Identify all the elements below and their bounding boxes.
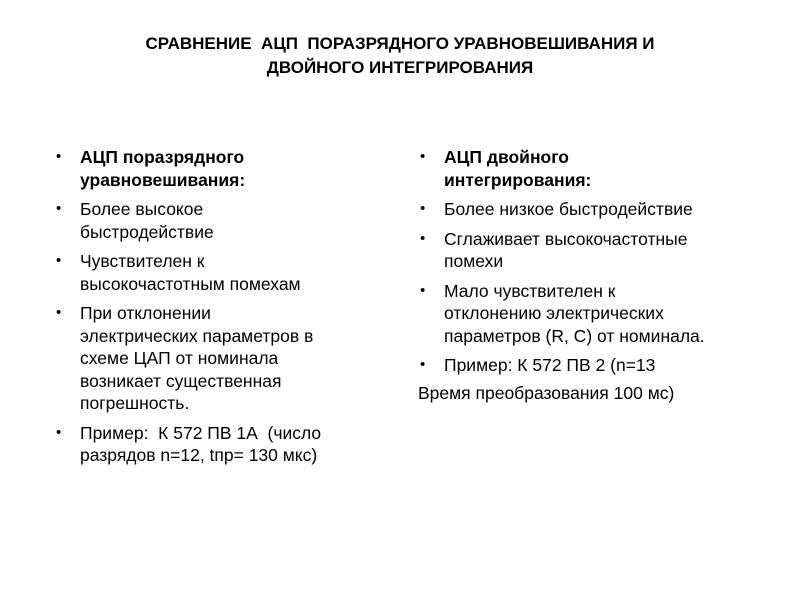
left-item-noise-text — [80, 250, 394, 295]
bullet-icon: • — [420, 281, 426, 299]
text-line: помехи — [444, 251, 504, 271]
text-line: При отклонении — [80, 303, 211, 323]
right-item-heading-text — [444, 146, 788, 191]
text-line: Мало чувствителен к — [444, 280, 616, 301]
right-column — [418, 146, 788, 404]
text-line: интегрирования: — [444, 169, 592, 190]
bullet-icon: • — [420, 229, 426, 247]
left-item-deviation — [54, 302, 394, 415]
left-item-deviation-text — [80, 302, 394, 415]
right-item-sensitivity-text — [444, 280, 788, 348]
text-line: высокочастотным помехам — [80, 273, 301, 294]
right-item-sensitivity — [418, 280, 788, 348]
text-line: Пример: К 572 ПВ 1А (число — [80, 422, 322, 443]
right-item-smoothing — [418, 228, 788, 273]
right-item-example — [418, 354, 788, 377]
text-line: Более высокое — [80, 199, 204, 219]
bullet-icon: • — [420, 200, 426, 217]
right-item-heading — [418, 146, 788, 191]
bullet-icon: • — [56, 148, 62, 165]
bullet-icon: • — [56, 200, 62, 217]
bullet-icon: • — [420, 356, 426, 373]
right-item-speed — [418, 198, 788, 221]
text-line: отклонению электрических — [444, 303, 664, 323]
text-line: Более низкое быстродействие — [444, 199, 693, 219]
slide-title-line-1: СРАВНЕНИЕ АЦП ПОРАЗРЯДНОГО УРАВНОВЕШИВАНИЯ И — [145, 34, 655, 53]
text-line: возникает существенная — [80, 370, 282, 391]
left-item-speed — [54, 198, 394, 243]
right-item-speed-text — [444, 198, 788, 221]
bullet-icon: • — [56, 304, 62, 321]
text-line: АЦП двойного — [444, 147, 569, 167]
text-line: погрешность. — [80, 393, 190, 413]
left-item-example-text — [80, 422, 394, 467]
text-line: Чувствителен к — [80, 251, 205, 271]
left-item-heading — [54, 146, 394, 191]
text-line: схеме ЦАП от номинала — [80, 348, 279, 368]
left-item-noise — [54, 250, 394, 295]
right-item-example-text — [444, 354, 788, 377]
left-item-speed-text — [80, 198, 394, 243]
slide-title-line-2: ДВОЙНОГО ИНТЕГРИРОВАНИЯ — [266, 58, 534, 77]
text-line: Пример: К 572 ПВ 2 (n=13 — [444, 355, 656, 375]
text-line: разрядов n=12, tпр= 130 мкс) — [80, 445, 318, 465]
text-line: быстродействие — [80, 221, 214, 242]
bullet-icon: • — [420, 148, 426, 165]
slide-title — [40, 32, 760, 80]
right-conversion-time: Время преобразования 100 мс) — [418, 382, 675, 403]
bullet-icon: • — [56, 423, 62, 441]
left-column — [54, 146, 394, 474]
bullet-icon: • — [56, 252, 62, 269]
right-item-smoothing-text — [444, 228, 788, 273]
text-line: уравновешивания: — [80, 169, 246, 190]
left-item-heading-text — [80, 146, 394, 191]
left-item-example — [54, 422, 394, 467]
text-line: электрических параметров в — [80, 325, 314, 346]
text-line: параметров (R, C) от номинала. — [444, 325, 705, 346]
text-line: Сглаживает высокочастотные — [444, 228, 688, 249]
text-line: АЦП поразрядного — [80, 147, 245, 167]
